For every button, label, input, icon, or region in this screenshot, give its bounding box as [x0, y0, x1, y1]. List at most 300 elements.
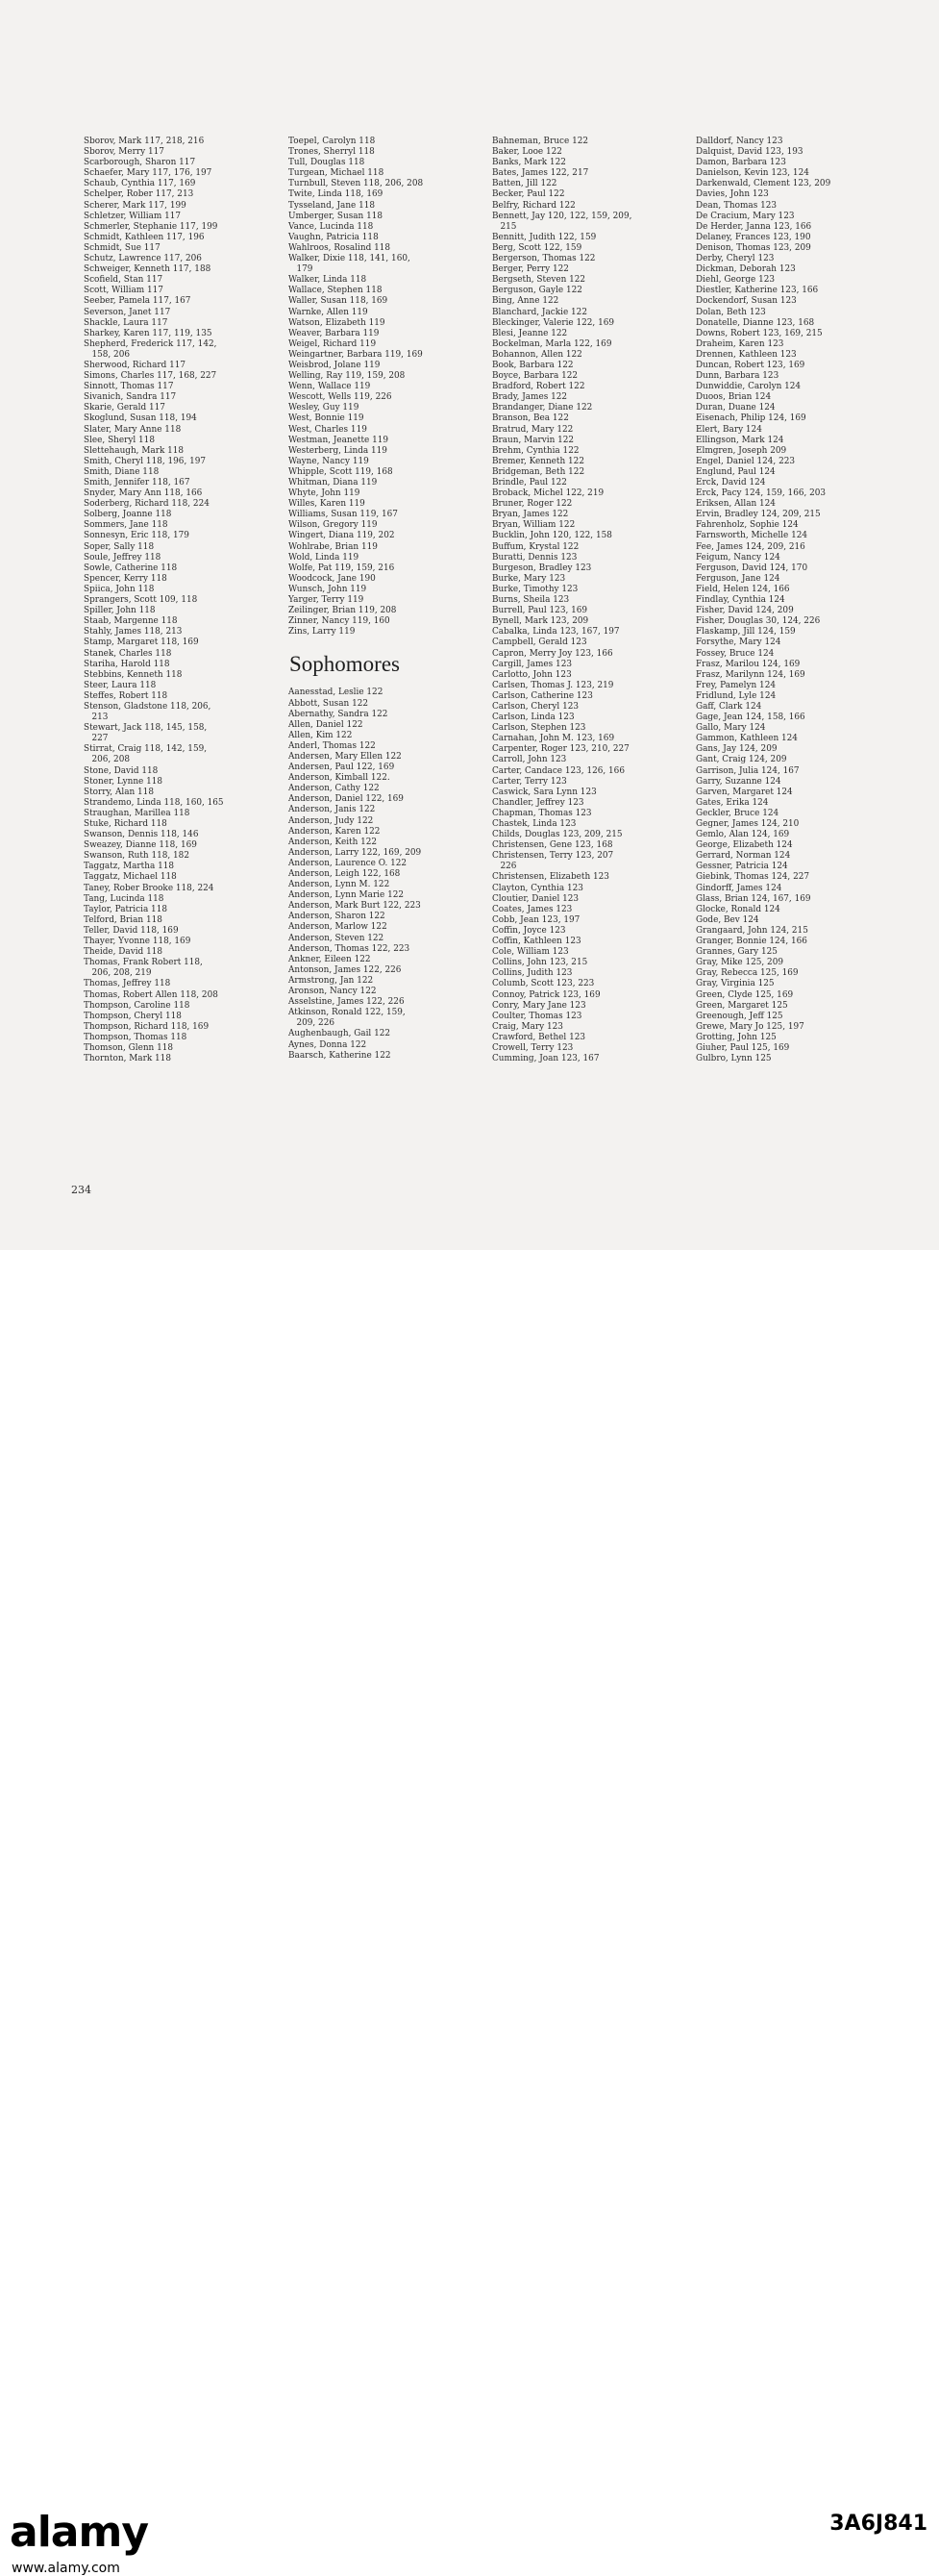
index-entry: Tysseland, Jane 118 [288, 200, 376, 211]
index-entry: Thompson, Richard 118, 169 [84, 1021, 210, 1032]
index-entry: Schaefer, Mary 117, 176, 197 [84, 168, 212, 179]
index-entry: Downs, Robert 123, 169, 215 [696, 328, 823, 338]
index-entry: Weigel, Richard 119 [288, 338, 377, 349]
index-entry: Wesley, Guy 119 [288, 403, 359, 413]
index-entry: Thomson, Glenn 118 [84, 1042, 174, 1053]
index-entry: Walker, Dixie 118, 141, 160, [288, 254, 410, 264]
index-entry: Gindorff, James 124 [696, 883, 782, 893]
index-entry: Weisbrod, Jolane 119 [288, 360, 381, 370]
index-entry: Sborov, Merry 117 [84, 147, 164, 158]
index-page [0, 0, 939, 1250]
index-entry: Capron, Merry Joy 123, 166 [492, 648, 613, 659]
index-entry: Sommers, Jane 118 [84, 520, 168, 531]
index-entry: Whitman, Diana 119 [288, 478, 378, 488]
index-entry: Scherer, Mark 117, 199 [84, 200, 186, 211]
index-entry: Anderson, Janis 122 [288, 805, 376, 815]
index-entry: Vance, Lucinda 118 [288, 221, 374, 232]
index-entry: Bennitt, Judith 122, 159 [492, 232, 597, 242]
index-entry: Grewe, Mary Jo 125, 197 [696, 1021, 804, 1032]
index-entry: Schelper, Rober 117, 213 [84, 189, 194, 200]
index-entry: Chandler, Jeffrey 123 [492, 797, 584, 808]
index-entry: 179 [288, 264, 313, 275]
index-entry: Chastek, Linda 123 [492, 819, 577, 829]
index-entry: Wohlrabe, Brian 119 [288, 541, 378, 552]
index-entry: 206, 208, 219 [84, 968, 152, 979]
index-entry: Becker, Paul 122 [492, 189, 565, 200]
index-entry: Diehl, George 123 [696, 275, 776, 286]
index-entry: Gode, Bev 124 [696, 914, 759, 925]
index-entry: West, Charles 119 [288, 424, 367, 435]
index-entry: Slee, Sheryl 118 [84, 435, 155, 445]
index-entry: Soper, Sally 118 [84, 541, 155, 552]
index-entry: Fisher, Douglas 30, 124, 226 [696, 616, 821, 627]
index-entry: Duoos, Brian 124 [696, 392, 772, 403]
index-entry: Sherwood, Richard 117 [84, 360, 186, 370]
index-entry: Davies, John 123 [696, 189, 769, 200]
index-entry: Dolan, Beth 123 [696, 307, 766, 317]
index-entry: Skarie, Gerald 117 [84, 403, 165, 413]
index-entry: Swanson, Dennis 118, 146 [84, 830, 199, 840]
index-entry: Simons, Charles 117, 168, 227 [84, 371, 217, 382]
index-entry: Granger, Bonnie 124, 166 [696, 937, 807, 947]
index-entry: Stebbins, Kenneth 118 [84, 669, 183, 680]
index-entry: Spiller, John 118 [84, 606, 156, 616]
index-entry: Bremer, Kenneth 122 [492, 456, 584, 466]
index-entry: Baarsch, Katherine 122 [288, 1050, 391, 1061]
index-entry: Erck, Pacy 124, 159, 166, 203 [696, 488, 827, 499]
index-entry: Sonnesyn, Eric 118, 179 [84, 531, 189, 541]
index-entry: Coffin, Joyce 123 [492, 925, 566, 936]
index-entry: Anderson, Judy 122 [288, 815, 374, 826]
index-entry: Ankner, Eileen 122 [288, 954, 371, 964]
index-entry: Wescott, Wells 119, 226 [288, 392, 392, 403]
index-entry: Woodcock, Jane 190 [288, 573, 376, 584]
index-entry: Gammon, Kathleen 124 [696, 734, 798, 744]
index-entry: Bergseth, Steven 122 [492, 275, 586, 286]
index-entry: Wunsch, John 119 [288, 584, 367, 594]
index-entry: Dockendorf, Susan 123 [696, 296, 797, 307]
index-entry: Green, Margaret 125 [696, 1000, 788, 1011]
index-entry: Engel, Daniel 124, 223 [696, 456, 796, 466]
index-entry: Cargill, James 123 [492, 659, 572, 669]
index-entry: Soule, Jeffrey 118 [84, 552, 161, 563]
index-entry: Carter, Terry 123 [492, 776, 567, 787]
index-entry: Anderson, Marlow 122 [288, 922, 387, 933]
index-entry: Teller, David 118, 169 [84, 925, 179, 936]
index-entry: Dickman, Deborah 123 [696, 264, 796, 275]
index-entry: Baker, Looe 122 [492, 147, 562, 158]
index-entry: Geckler, Bruce 124 [696, 808, 779, 818]
index-entry: Walker, Linda 118 [288, 275, 367, 286]
index-entry: Glass, Brian 124, 167, 169 [696, 893, 811, 904]
index-entry: Burns, Sheila 123 [492, 595, 570, 606]
index-entry: Spencer, Kerry 118 [84, 573, 167, 584]
index-entry: Gage, Jean 124, 158, 166 [696, 713, 805, 723]
index-entry: Thompson, Thomas 118 [84, 1032, 187, 1042]
index-entry: Gant, Craig 124, 209 [696, 755, 787, 765]
index-entry: Thomas, Robert Allen 118, 208 [84, 989, 218, 1000]
index-entry: Blanchard, Jackie 122 [492, 307, 587, 317]
index-entry: Smith, Jennifer 118, 167 [84, 478, 190, 488]
alamy-logo: alamy [10, 2508, 148, 2557]
index-entry: Gans, Jay 124, 209 [696, 744, 778, 755]
index-entry: Taggatz, Michael 118 [84, 872, 177, 883]
index-entry: Carlson, Catherine 123 [492, 690, 593, 701]
index-entry: Chapman, Thomas 123 [492, 808, 592, 818]
index-entry: Burrell, Paul 123, 169 [492, 606, 588, 616]
index-entry: Wilson, Gregory 119 [288, 520, 378, 531]
index-entry: Fridlund, Lyle 124 [696, 690, 777, 701]
index-entry: Collins, Judith 123 [492, 968, 573, 979]
index-entry: Buratti, Dennis 123 [492, 552, 578, 563]
index-entry: Storry, Alan 118 [84, 787, 154, 797]
index-entry: Coulter, Thomas 123 [492, 1011, 582, 1021]
index-entry: Carlson, Stephen 123 [492, 723, 586, 734]
index-entry: Green, Clyde 125, 169 [696, 989, 794, 1000]
index-entry: Stone, David 118 [84, 765, 159, 776]
index-entry: Diestler, Katherine 123, 166 [696, 286, 819, 296]
index-entry: Bynell, Mark 123, 209 [492, 616, 589, 627]
index-entry: Wold, Linda 119 [288, 552, 359, 563]
index-entry: Braun, Marvin 122 [492, 435, 575, 445]
index-entry: Stamp, Margaret 118, 169 [84, 638, 199, 648]
index-entry: Wayne, Nancy 119 [288, 456, 369, 466]
index-entry: Bahneman, Bruce 122 [492, 137, 589, 146]
index-entry: Thompson, Cheryl 118 [84, 1011, 182, 1021]
index-entry: Garven, Margaret 124 [696, 787, 793, 797]
index-entry: Shackle, Laura 117 [84, 317, 168, 328]
index-entry: Aanesstad, Leslie 122 [288, 688, 383, 698]
index-entry: De Herder, Janna 123, 166 [696, 221, 812, 232]
index-entry: Westman, Jeanette 119 [288, 435, 389, 445]
index-entry: Belfry, Richard 122 [492, 200, 576, 211]
index-entry: Solberg, Joanne 118 [84, 510, 172, 520]
index-entry: Spiica, John 118 [84, 584, 155, 594]
page-number: 234 [71, 1184, 91, 1196]
index-entry: Bridgeman, Beth 122 [492, 466, 585, 477]
index-entry: Thompson, Caroline 118 [84, 1000, 190, 1011]
index-entry: Steffes, Robert 118 [84, 690, 168, 701]
index-entry: Schutz, Lawrence 117, 206 [84, 254, 202, 264]
index-entry: Bergerson, Thomas 122 [492, 254, 596, 264]
index-entry: Turnbull, Steven 118, 206, 208 [288, 179, 424, 189]
index-entry: Christensen, Terry 123, 207 [492, 851, 614, 862]
index-entry: West, Bonnie 119 [288, 413, 364, 424]
index-entry: Bates, James 122, 217 [492, 168, 589, 179]
index-entry: Taney, Rober Brooke 118, 224 [84, 883, 214, 893]
index-entry: Zinner, Nancy 119, 160 [288, 616, 390, 627]
index-entry: Gessner, Patricia 124 [696, 862, 788, 872]
index-entry: Craig, Mary 123 [492, 1021, 563, 1032]
index-entry: Abbott, Susan 122 [288, 698, 369, 709]
index-entry: Weaver, Barbara 119 [288, 328, 380, 338]
index-entry: 158, 206 [84, 349, 130, 360]
index-entry: Donatelle, Dianne 123, 168 [696, 317, 815, 328]
index-entry: Carlson, Linda 123 [492, 713, 575, 723]
index-entry: Dean, Thomas 123 [696, 200, 778, 211]
index-column-4 [696, 137, 893, 1064]
index-entry: Sharkey, Karen 117, 119, 135 [84, 328, 212, 338]
index-entry: Darkenwald, Clement 123, 209 [696, 179, 831, 189]
index-entry: Bing, Anne 122 [492, 296, 559, 307]
index-entry: Ferguson, Jane 124 [696, 573, 780, 584]
index-entry: Bryan, James 122 [492, 510, 569, 520]
index-entry: Stariha, Harold 118 [84, 659, 170, 669]
index-entry: Snyder, Mary Ann 118, 166 [84, 488, 203, 499]
index-entry: Grotting, John 125 [696, 1032, 777, 1042]
index-entry: Slater, Mary Anne 118 [84, 424, 182, 435]
section-heading: Sophomores [289, 652, 400, 677]
index-entry: Aughenbaugh, Gail 122 [288, 1029, 391, 1039]
index-entry: George, Elizabeth 124 [696, 840, 793, 851]
index-entry: Sborov, Mark 117, 218, 216 [84, 137, 205, 146]
index-entry: Buffum, Krystal 122 [492, 541, 580, 552]
index-entry: Gerrard, Norman 124 [696, 851, 791, 862]
index-entry: Draheim, Karen 123 [696, 338, 784, 349]
index-entry: Anderl, Thomas 122 [288, 740, 376, 751]
index-entry: Umberger, Susan 118 [288, 211, 383, 221]
index-entry: Campbell, Gerald 123 [492, 638, 587, 648]
index-entry: Anderson, Lynn Marie 122 [288, 890, 405, 901]
index-entry: Anderson, Thomas 122, 223 [288, 943, 410, 954]
index-entry: Stahly, James 118, 213 [84, 627, 183, 638]
index-entry: Garrison, Julia 124, 167 [696, 765, 800, 776]
index-entry: Whyte, John 119 [288, 488, 360, 499]
index-entry: Andersen, Mary Ellen 122 [288, 751, 402, 762]
index-entry: Allen, Daniel 122 [288, 719, 363, 730]
index-entry: Zins, Larry 119 [288, 627, 356, 638]
index-entry: Dunn, Barbara 123 [696, 371, 779, 382]
index-column-3 [492, 137, 689, 1064]
index-entry: Bruner, Roger 122 [492, 499, 573, 510]
index-entry: Soderberg, Richard 118, 224 [84, 499, 210, 510]
index-entry: Berg, Scott 122, 159 [492, 242, 582, 253]
index-entry: Theide, David 118 [84, 947, 163, 958]
index-entry: Gray, Rebecca 125, 169 [696, 968, 799, 979]
index-entry: Thornton, Mark 118 [84, 1054, 171, 1064]
index-entry: Whipple, Scott 119, 168 [288, 466, 393, 477]
index-entry: Shepherd, Frederick 117, 142, [84, 338, 217, 349]
index-entry: Anderson, Cathy 122 [288, 784, 380, 794]
index-entry: Westerberg, Linda 119 [288, 445, 387, 456]
index-entry: Duncan, Robert 123, 169 [696, 360, 805, 370]
index-entry: Anderson, Steven 122 [288, 933, 384, 943]
index-entry: Gray, Virginia 125 [696, 979, 775, 989]
index-entry: Armstrong, Jan 122 [288, 975, 374, 986]
index-entry: Anderson, Sharon 122 [288, 912, 385, 922]
index-entry: Tang, Lucinda 118 [84, 893, 164, 904]
index-entry: Sweazey, Dianne 118, 169 [84, 840, 197, 851]
index-entry: Andersen, Paul 122, 169 [288, 763, 395, 773]
index-entry: Atkinson, Ronald 122, 159, [288, 1008, 406, 1018]
index-entry: Sprangers, Scott 109, 118 [84, 595, 198, 606]
index-entry: Allen, Kim 122 [288, 730, 353, 740]
index-entry: Columb, Scott 123, 223 [492, 979, 595, 989]
index-entry: Dalquist, David 123, 193 [696, 147, 803, 158]
index-entry: Swanson, Ruth 118, 182 [84, 851, 189, 862]
index-entry: Dalldorf, Nancy 123 [696, 137, 783, 146]
watermark-url: www.alamy.com [12, 2561, 120, 2576]
index-entry: Cobb, Jean 123, 197 [492, 914, 581, 925]
index-entry: Bohannon, Allen 122 [492, 349, 582, 360]
index-entry: Ervin, Bradley 124, 209, 215 [696, 510, 821, 520]
index-entry: Aronson, Nancy 122 [288, 987, 377, 997]
index-entry: Dunwiddie, Carolyn 124 [696, 382, 802, 392]
index-entry: Schmerler, Stephanie 117, 199 [84, 221, 218, 232]
index-entry: Brindle, Paul 122 [492, 478, 567, 488]
index-entry: Coffin, Kathleen 123 [492, 937, 581, 947]
index-entry: Thomas, Frank Robert 118, [84, 958, 203, 968]
index-entry: Field, Helen 124, 166 [696, 584, 790, 594]
watermark-band [0, 1250, 939, 2576]
index-entry: Crawford, Bethel 123 [492, 1032, 586, 1042]
index-entry: Schletzer, William 117 [84, 211, 182, 221]
index-entry: Gemlo, Alan 124, 169 [696, 830, 790, 840]
index-entry: Carlsen, Thomas J. 123, 219 [492, 680, 614, 690]
index-entry: Carnahan, John M. 123, 169 [492, 734, 615, 744]
index-entry: Carroll, John 123 [492, 755, 567, 765]
index-entry: Wolfe, Pat 119, 159, 216 [288, 563, 395, 573]
index-entry: Frasz, Marilynn 124, 169 [696, 669, 805, 680]
index-entry: Erck, David 124 [696, 478, 766, 488]
index-entry: Derby, Cheryl 123 [696, 254, 775, 264]
index-entry: Fahrenholz, Sophie 124 [696, 520, 799, 531]
index-column-2 [288, 137, 485, 1062]
index-entry: Coates, James 123 [492, 904, 573, 914]
index-entry: Englund, Paul 124 [696, 466, 776, 477]
index-entry: Carlson, Cheryl 123 [492, 701, 580, 712]
index-entry: Forsythe, Mary 124 [696, 638, 781, 648]
index-entry: Burgeson, Bradley 123 [492, 563, 592, 573]
index-entry: Anderson, Keith 122 [288, 837, 378, 847]
index-entry: Asselstine, James 122, 226 [288, 997, 405, 1008]
index-entry: Blesi, Jeanne 122 [492, 328, 568, 338]
index-entry: Frasz, Marilou 124, 169 [696, 659, 801, 669]
index-entry: Grangaard, John 124, 215 [696, 925, 808, 936]
index-entry: Willes, Karen 119 [288, 499, 365, 510]
index-entry: Childs, Douglas 123, 209, 215 [492, 830, 623, 840]
index-entry: Burke, Timothy 123 [492, 584, 579, 594]
index-entry: Strandemo, Linda 118, 160, 165 [84, 797, 224, 808]
image-id: 3A6J841 [829, 2512, 927, 2536]
index-entry: Scott, William 117 [84, 286, 163, 296]
index-entry: Stoner, Lynne 118 [84, 776, 163, 787]
index-entry: Berger, Perry 122 [492, 264, 569, 275]
index-entry: Boyce, Barbara 122 [492, 371, 579, 382]
index-entry: Feigum, Nancy 124 [696, 552, 780, 563]
index-entry: Stirrat, Craig 118, 142, 159, [84, 744, 208, 755]
index-entry: Carter, Candace 123, 126, 166 [492, 765, 625, 776]
index-entry: Anderson, Laurence O. 122 [288, 858, 408, 868]
index-entry: Greenough, Jeff 125 [696, 1011, 783, 1021]
index-entry: Crowell, Terry 123 [492, 1042, 574, 1053]
index-entry: Damon, Barbara 123 [696, 158, 786, 168]
index-entry: Gates, Erika 124 [696, 797, 769, 808]
index-entry: Anderson, Karen 122 [288, 826, 381, 837]
index-entry: Gegner, James 124, 210 [696, 819, 800, 829]
index-entry: Wenn, Wallace 119 [288, 382, 371, 392]
index-entry: Schaub, Cynthia 117, 169 [84, 179, 196, 189]
index-entry: Warnke, Allen 119 [288, 307, 368, 317]
index-entry: Taggatz, Martha 118 [84, 862, 175, 872]
index-entry: Trones, Sherryl 118 [288, 147, 375, 158]
index-entry: Giebink, Thomas 124, 227 [696, 872, 810, 883]
index-entry: Bucklin, John 120, 122, 158 [492, 531, 612, 541]
index-entry: Conry, Mary Jane 123 [492, 1000, 586, 1011]
index-entry: Carpenter, Roger 123, 210, 227 [492, 744, 630, 755]
index-entry: Taylor, Patricia 118 [84, 904, 167, 914]
index-entry: Thomas, Jeffrey 118 [84, 979, 171, 989]
index-entry: Schmidt, Sue 117 [84, 242, 161, 253]
index-entry: Sivanich, Sandra 117 [84, 392, 177, 403]
index-entry: Ferguson, David 124, 170 [696, 563, 808, 573]
index-entry: Bradford, Robert 122 [492, 382, 585, 392]
index-entry: Williams, Susan 119, 167 [288, 510, 398, 520]
index-entry: Duran, Duane 124 [696, 403, 776, 413]
index-entry: Garry, Suzanne 124 [696, 776, 781, 787]
index-entry: 209, 226 [288, 1018, 334, 1029]
index-entry: Straughan, Marillea 118 [84, 808, 190, 818]
index-entry: Stenson, Gladstone 118, 206, [84, 701, 211, 712]
index-entry: 227 [84, 734, 109, 744]
index-entry: Vaughn, Patricia 118 [288, 232, 379, 242]
index-entry: Drennen, Kathleen 123 [696, 349, 797, 360]
index-entry: Gulbro, Lynn 125 [696, 1054, 772, 1064]
index-entry: Delaney, Frances 123, 190 [696, 232, 811, 242]
index-entry: Weingartner, Barbara 119, 169 [288, 349, 423, 360]
index-entry: Watson, Elizabeth 119 [288, 317, 385, 328]
index-entry: Yarger, Terry 119 [288, 595, 364, 606]
index-entry: Glocke, Ronald 124 [696, 904, 780, 914]
index-entry: Banks, Mark 122 [492, 158, 566, 168]
index-entry: Broback, Michel 122, 219 [492, 488, 605, 499]
index-entry: Cole, William 123 [492, 947, 569, 958]
index-entry: 213 [84, 713, 109, 723]
index-entry: 206, 208 [84, 755, 130, 765]
index-entry: Anderson, Daniel 122, 169 [288, 794, 404, 805]
index-entry: Aynes, Donna 122 [288, 1039, 367, 1050]
index-entry: Antonson, James 122, 226 [288, 964, 402, 975]
index-entry: Caswick, Sara Lynn 123 [492, 787, 597, 797]
index-entry: Twite, Linda 118, 169 [288, 189, 383, 200]
index-entry: Book, Barbara 122 [492, 360, 574, 370]
index-entry: Skoglund, Susan 118, 194 [84, 413, 197, 424]
index-entry: Seeber, Pamela 117, 167 [84, 296, 191, 307]
index-entry: Batten, Jill 122 [492, 179, 557, 189]
index-entry: Schweiger, Kenneth 117, 188 [84, 264, 211, 275]
index-entry: Sowle, Catherine 118 [84, 563, 178, 573]
index-entry: Bleckinger, Valerie 122, 169 [492, 317, 615, 328]
index-entry: Tull, Douglas 118 [288, 158, 365, 168]
index-entry: 215 [492, 221, 517, 232]
index-entry: Stewart, Jack 118, 145, 158, [84, 723, 208, 734]
index-entry: Gray, Mike 125, 209 [696, 958, 783, 968]
index-entry: Fossey, Bruce 124 [696, 648, 775, 659]
index-entry: Bryan, William 122 [492, 520, 576, 531]
index-entry: Eriksen, Allan 124 [696, 499, 776, 510]
index-entry: Christensen, Gene 123, 168 [492, 840, 613, 851]
index-entry: Schmidt, Kathleen 117, 196 [84, 232, 205, 242]
index-entry: Anderson, Lynn M. 122 [288, 880, 390, 890]
index-entry: Carlotto, John 123 [492, 669, 572, 680]
index-entry: Toepel, Carolyn 118 [288, 137, 376, 146]
index-entry: Connoy, Patrick 123, 169 [492, 989, 601, 1000]
index-entry: Anderson, Mark Burt 122, 223 [288, 901, 421, 912]
index-entry: Danielson, Kevin 123, 124 [696, 168, 809, 179]
index-entry: Welling, Ray 119, 159, 208 [288, 371, 406, 382]
index-entry: Zeilinger, Brian 119, 208 [288, 606, 397, 616]
index-entry: Anderson, Kimball 122. [288, 773, 390, 784]
